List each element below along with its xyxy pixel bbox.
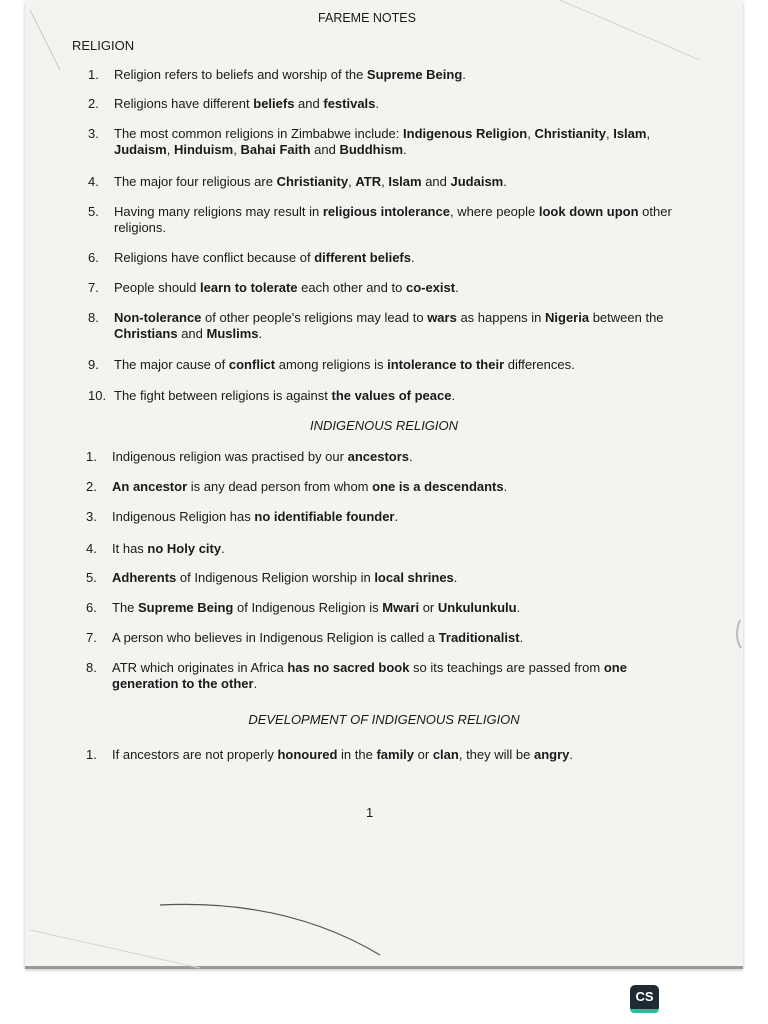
document-title: FAREME NOTES	[318, 11, 416, 25]
item-number: 4.	[88, 174, 99, 189]
item-number: 1.	[86, 747, 97, 762]
item-number: 8.	[88, 310, 99, 325]
item-text: Indigenous religion was practised by our ancestors.	[112, 449, 413, 464]
item-number: 5.	[88, 204, 99, 219]
camscanner-logo-accent	[630, 1009, 659, 1013]
item-number: 6.	[86, 600, 97, 615]
item-number: 7.	[86, 630, 97, 645]
item-text: The Supreme Being of Indigenous Religion is Mwari or Unkulunkulu.	[112, 600, 521, 615]
item-number: 1.	[86, 449, 97, 464]
camscanner-logo: CS	[630, 985, 659, 1012]
item-text: Adherents of Indigenous Religion worship in local shrines.	[112, 570, 458, 585]
item-number: 5.	[86, 570, 97, 585]
item-text: Religions have different beliefs and festivals.	[114, 96, 380, 111]
item-text: Religions have conflict because of different beliefs.	[114, 250, 415, 265]
item-number: 7.	[88, 280, 99, 295]
item-text: Having many religions may result in religious intolerance, where people look down upon other religions.	[114, 204, 672, 235]
page-number: 1	[366, 805, 374, 820]
item-text: Religion refers to beliefs and worship of the Supreme Being.	[114, 67, 466, 82]
item-number: 1.	[88, 67, 99, 82]
item-number: 4.	[86, 541, 97, 556]
item-text: The fight between religions is against the values of peace.	[114, 388, 456, 403]
item-number: 2.	[86, 479, 97, 494]
item-number: 3.	[88, 126, 99, 141]
item-number: 8.	[86, 660, 97, 675]
item-text: If ancestors are not properly honoured in the family or clan, they will be angry.	[112, 747, 574, 762]
item-text: The most common religions in Zimbabwe include: Indigenous Religion, Christianity, Islam, Judaism, Hinduism, Bahai Faith and Buddhism.	[114, 126, 651, 157]
item-text: It has no Holy city.	[112, 541, 225, 556]
item-number: 2.	[88, 96, 99, 111]
section-heading-development: DEVELOPMENT OF INDIGENOUS RELIGION	[248, 712, 520, 727]
section-heading-indigenous: INDIGENOUS RELIGION	[309, 418, 459, 433]
item-number: 9.	[88, 357, 99, 372]
item-text: People should learn to tolerate each other and to co-exist.	[114, 280, 459, 295]
item-text: ATR which originates in Africa has no sacred book so its teachings are passed from one generation to the other.	[112, 660, 627, 691]
item-text: Non-tolerance of other people's religions may lead to wars as happens in Nigeria between the Christians and Muslims.	[114, 310, 664, 341]
item-text: The major cause of conflict among religions is intolerance to their differences.	[114, 357, 575, 372]
item-number: 10.	[88, 388, 107, 403]
item-text: A person who believes in Indigenous Religion is called a Traditionalist.	[112, 630, 524, 645]
item-number: 3.	[86, 509, 97, 524]
item-text: The major four religious are Christianity, ATR, Islam and Judaism.	[114, 174, 507, 189]
item-text: Indigenous Religion has no identifiable founder.	[112, 509, 399, 524]
item-number: 6.	[88, 250, 99, 265]
section-heading-religion: RELIGION	[72, 38, 135, 53]
item-text: An ancestor is any dead person from whom one is a descendants.	[112, 479, 508, 494]
